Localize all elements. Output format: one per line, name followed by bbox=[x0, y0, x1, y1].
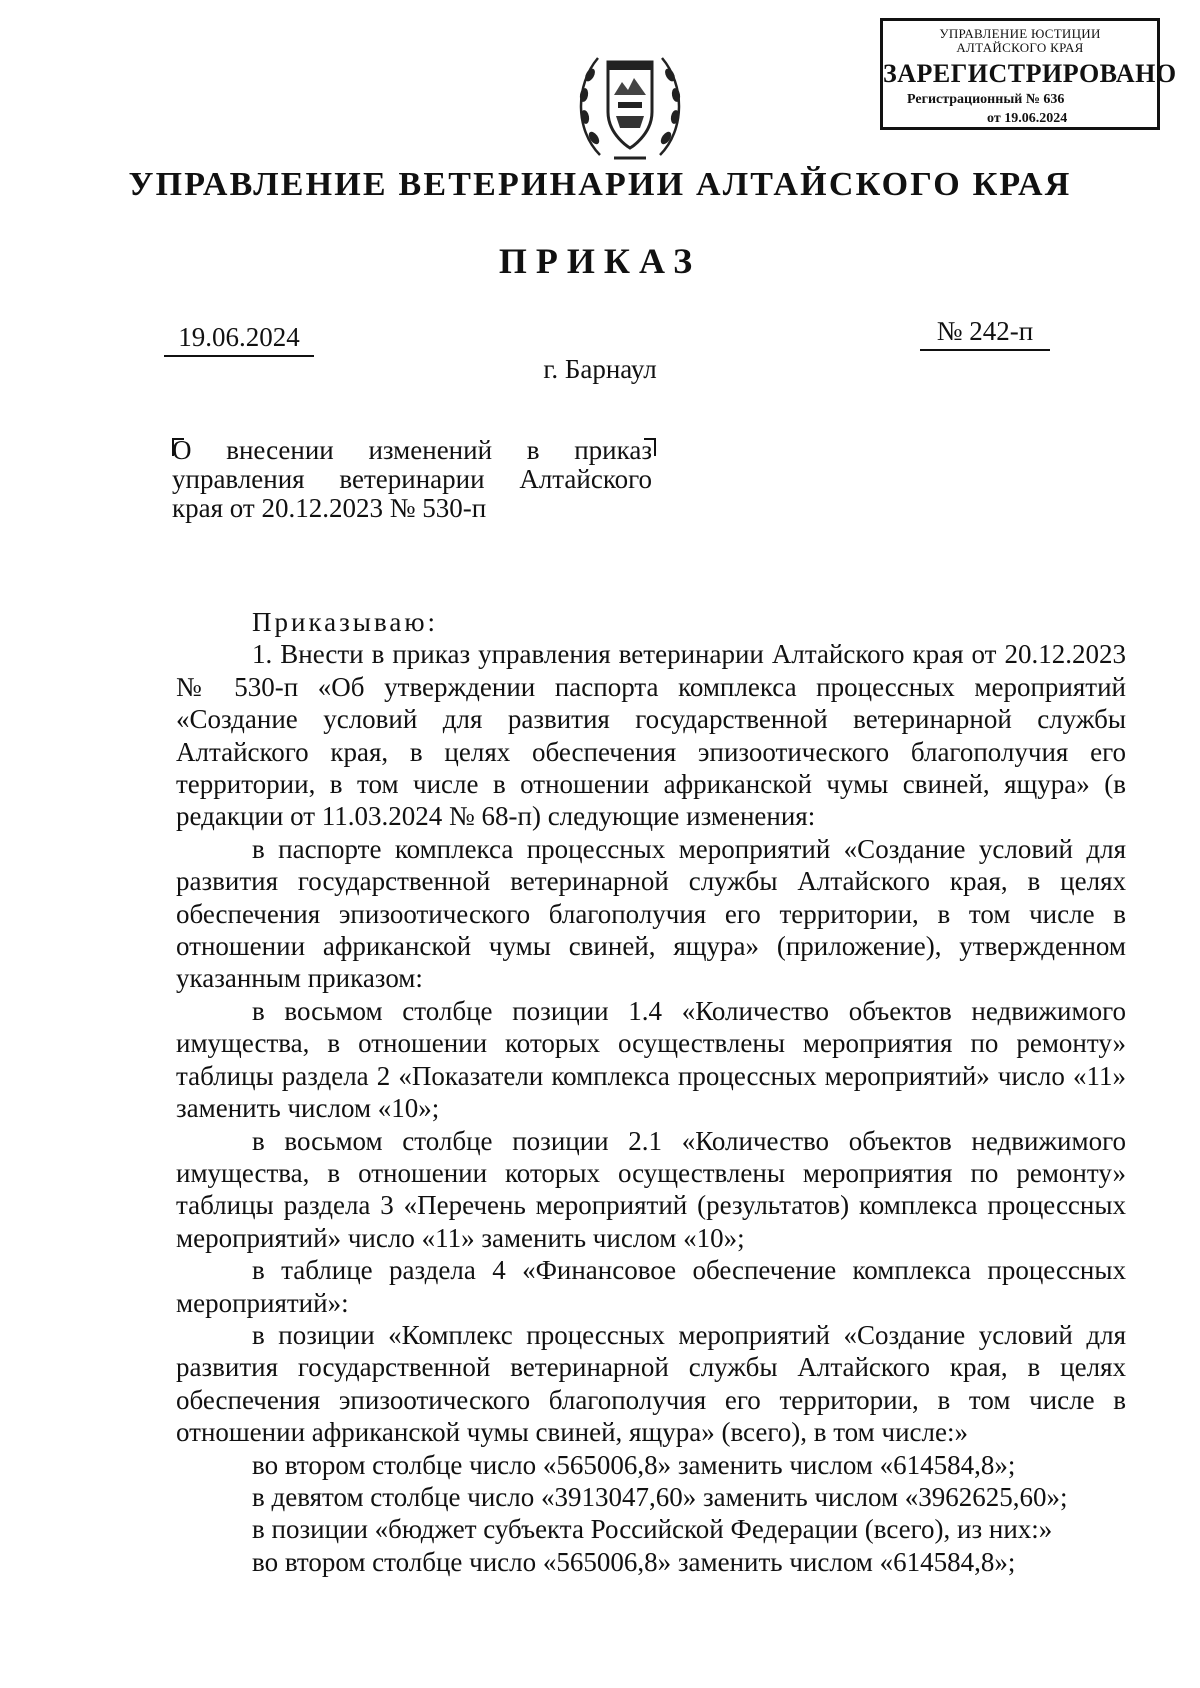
coat-of-arms-emblem bbox=[570, 40, 690, 170]
body-paragraph: в таблице раздела 4 «Финансовое обеспечение комплекса процессных мероприятий»: bbox=[176, 1255, 1126, 1318]
registration-stamp bbox=[880, 18, 1177, 130]
body-paragraph: в позиции «Комплекс процессных мероприятий «Создание условий для развития государственной ветеринарной службы Алтайского края, в целях обеспечения эпизоотического благополучия его территории, в том числе в отношении африканской чумы свиней, ящура» (всего), в том числе:» bbox=[176, 1319, 1126, 1448]
body-paragraph: 1. Внести в приказ управления ветеринарии Алтайского края от 20.12.2023 № 530-п «Об утверждении паспорта комплекса процессных мероприятий «Создание условий для развития государственной ветеринарной службы Алтайского края, в целях обеспечения эпизоотического благополучия его территории, в том числе в отношении африканской чумы свиней, ящура» (в редакции от 11.03.2024 № 68-п) следующие изменения: bbox=[176, 639, 1126, 832]
body-paragraph: в девятом столбце число «3913047,60» заменить числом «3962625,60»; bbox=[252, 1481, 1068, 1512]
order-lead: Приказываю: bbox=[252, 607, 438, 637]
stamp-authority-line1: УПРАВЛЕНИЕ ЮСТИЦИИ bbox=[939, 26, 1101, 41]
order-number: № 242-п bbox=[920, 316, 1050, 351]
order-city: г. Барнаул bbox=[543, 354, 657, 384]
order-body bbox=[176, 606, 1126, 1578]
document-type-title: ПРИКАЗ bbox=[498, 241, 702, 281]
body-paragraph: в паспорте комплекса процессных мероприятий «Создание условий для развития государственной ветеринарной службы Алтайского края, в целях обеспечения эпизоотического благополучия его территории, в том числе в отношении африканской чумы свиней, ящура» (приложение), утвержденном указанным приказом: bbox=[176, 833, 1126, 994]
body-paragraph: в позиции «бюджет субъекта Российской Федерации (всего), из них:» bbox=[252, 1514, 1053, 1545]
body-paragraph: во втором столбце число «565006,8» заменить числом «614584,8»; bbox=[252, 1449, 1016, 1480]
body-paragraph: в восьмом столбце позиции 1.4 «Количество объектов недвижимого имущества, в отношении которых осуществлены мероприятия по ремонту» таблицы раздела 2 «Показатели комплекса процессных мероприятий» число «11» заменить числом «10»; bbox=[176, 995, 1126, 1124]
stamp-status: ЗАРЕГИСТРИРОВАНО bbox=[883, 59, 1177, 88]
stamp-reg-date: от 19.06.2024 bbox=[987, 111, 1068, 126]
body-paragraph: в восьмом столбце позиции 2.1 «Количество объектов недвижимого имущества, в отношении которых осуществлены мероприятия по ремонту» таблицы раздела 3 «Перечень мероприятий (результатов) комплекса процессных мероприятий» число «11» заменить числом «10»; bbox=[176, 1125, 1126, 1253]
stamp-authority-line2: АЛТАЙСКОГО КРАЯ bbox=[956, 40, 1084, 55]
stamp-reg-number: Регистрационный № 636 bbox=[907, 92, 1065, 107]
order-subject: О внесении изменений в приказ управления ветеринарии Алтайского края от 20.12.2023 № 530-п bbox=[172, 435, 652, 523]
body-paragraph: во втором столбце число «565006,8» заменить числом «614584,8»; bbox=[252, 1546, 1016, 1577]
organization-title: УПРАВЛЕНИЕ ВЕТЕРИНАРИИ АЛТАЙСКОГО КРАЯ bbox=[128, 166, 1072, 203]
order-date: 19.06.2024 bbox=[164, 322, 314, 357]
